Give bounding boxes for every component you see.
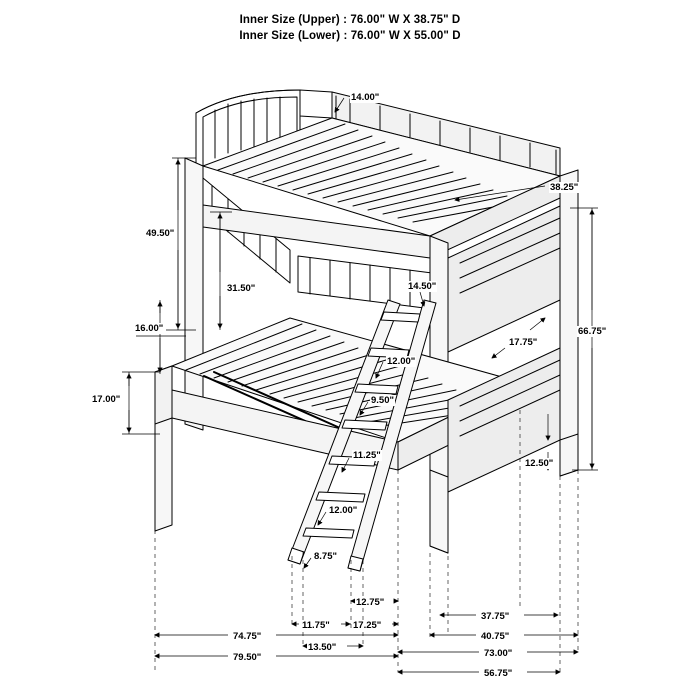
post-front-left: [185, 158, 203, 430]
dimension-label-d-56-75: 56.75": [484, 668, 513, 679]
dimension-label-d-14-00: 14.00": [351, 92, 380, 103]
dimension-label-d-31-50: 31.50": [227, 283, 256, 294]
dimension-label-d-49-50: 49.50": [146, 228, 175, 239]
dimension-label-d-12-00a: 12.00": [387, 356, 416, 367]
dimension-label-d-12-50: 12.50": [525, 458, 554, 469]
dimension-label-d-12-00b: 12.00": [329, 505, 358, 516]
inner-size-lower-text: Inner Size (Lower) : 76.00" W X 55.00" D: [239, 30, 461, 42]
dimension-label-d-17-75: 17.75": [509, 337, 538, 348]
dimension-label-d-37-75: 37.75": [481, 611, 510, 622]
dimension-label-d-79-50: 79.50": [233, 652, 262, 663]
dimension-label-d-8-75: 8.75": [314, 551, 337, 562]
dimension-label-d-40-75: 40.75": [481, 631, 510, 642]
dimension-label-d-38-25: 38.25": [550, 182, 579, 193]
dimension-label-d-14-50: 14.50": [408, 281, 437, 292]
dimension-label-d-11-25: 11.25": [353, 450, 381, 461]
dimension-label-d-13-50: 13.50": [308, 642, 337, 653]
post-back-right: [560, 170, 578, 476]
dimension-label-d-17-25: 17.25": [353, 620, 382, 631]
dimension-label-d-16-00: 16.00": [135, 323, 164, 334]
lower-leg-right-front: [430, 470, 448, 553]
inner-size-upper-text: Inner Size (Upper) : 76.00" W X 38.75" D: [239, 14, 461, 26]
dimension-label-d-17-00: 17.00": [92, 394, 121, 405]
dimension-label-d-9-50: 9.50": [371, 395, 394, 406]
bottom-dimension-chains: [155, 601, 578, 672]
dimension-label-d-11-75: 11.75": [302, 620, 330, 631]
dimension-label-d-12-75: 12.75": [356, 597, 385, 608]
dimension-label-d-73-00: 73.00": [484, 648, 513, 659]
dimension-label-d-66-75: 66.75": [578, 326, 607, 337]
dimension-label-d-74-75: 74.75": [233, 631, 262, 642]
